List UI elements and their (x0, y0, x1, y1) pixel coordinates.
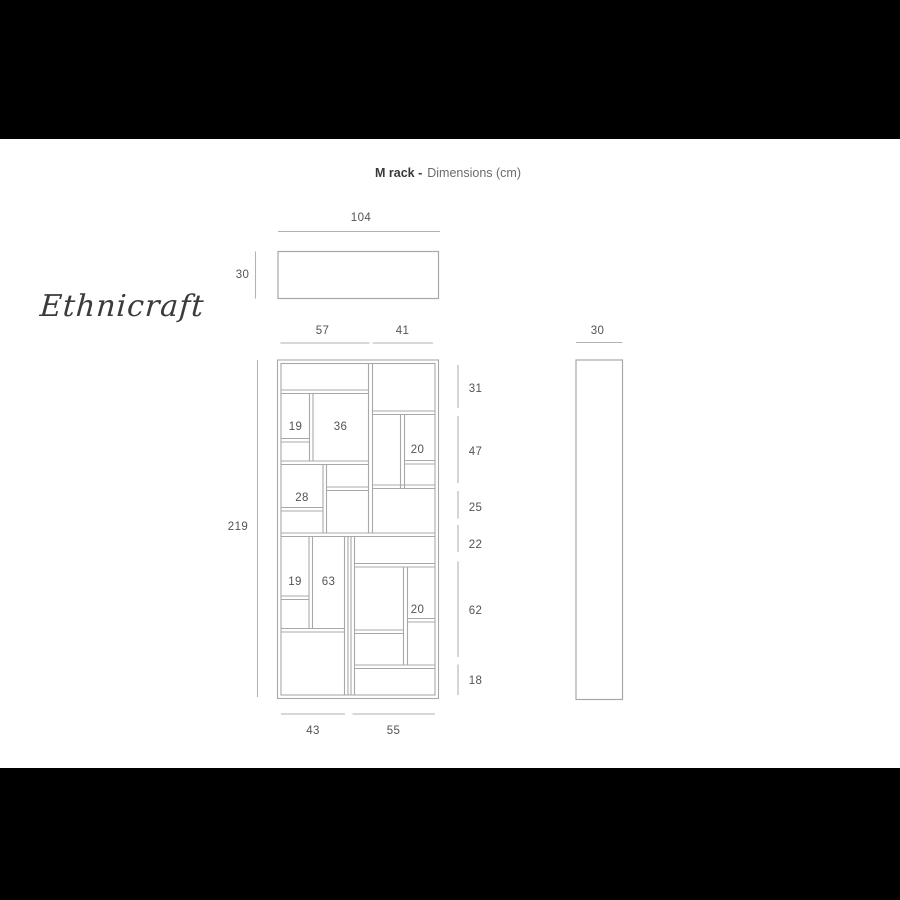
sheet-subtitle: Dimensions (cm) (427, 166, 522, 180)
row-height-47-label: 47 (468, 445, 483, 458)
top-view-depth-label: 30 (235, 269, 250, 281)
front-width-left-label: 57 (315, 325, 330, 337)
top-view-width-label: 104 (350, 211, 372, 224)
cell-19-bottom-label: 19 (288, 576, 302, 588)
product-name: M rack - (375, 166, 423, 180)
row-height-18-label: 18 (468, 674, 483, 687)
bottom-width-55-label: 55 (386, 724, 401, 737)
front-view-outline (278, 360, 439, 699)
row-height-62-label: 62 (468, 605, 483, 617)
cell-36-label: 36 (333, 420, 348, 433)
front-height-label: 219 (227, 521, 249, 533)
row-height-22-label: 22 (468, 538, 483, 551)
cell-19-top-label: 19 (288, 421, 303, 433)
side-view-depth-label: 30 (590, 324, 605, 337)
cell-28-label: 28 (295, 491, 309, 504)
side-view-outline (576, 360, 623, 700)
brand-logo: Ethnicraft (38, 289, 206, 324)
bottom-width-43-label: 43 (306, 724, 320, 737)
cell-20-top-label: 20 (410, 444, 425, 456)
cell-20-bottom-label: 20 (410, 604, 425, 616)
top-view-outline (278, 252, 439, 299)
front-width-right-label: 41 (395, 325, 410, 337)
row-height-31-label: 31 (468, 382, 483, 395)
cell-63-label: 63 (321, 576, 336, 588)
row-height-25-label: 25 (468, 502, 483, 514)
